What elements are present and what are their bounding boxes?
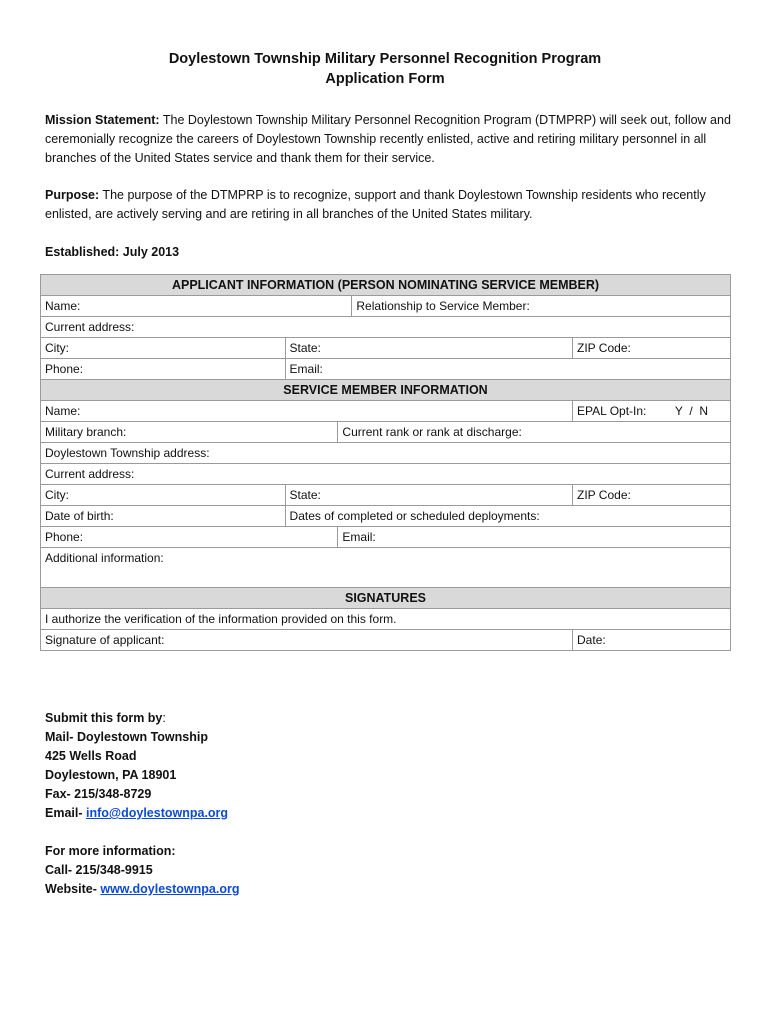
- member-dob-field[interactable]: Date of birth:: [41, 506, 286, 527]
- epal-optin-field[interactable]: [573, 401, 731, 422]
- member-rank-field[interactable]: Current rank or rank at discharge:: [338, 422, 731, 443]
- email-link[interactable]: info@doylestownpa.org: [86, 806, 229, 820]
- city-line: Doylestown, PA 18901: [45, 768, 177, 782]
- applicant-state-field[interactable]: State:: [285, 338, 572, 359]
- purpose-statement: [45, 186, 735, 224]
- additional-info-field[interactable]: Additional information:: [41, 548, 731, 588]
- member-phone-field[interactable]: Phone:: [41, 527, 338, 548]
- applicant-city-field[interactable]: City:: [41, 338, 286, 359]
- purpose-text: The purpose of the DTMPRP is to recognize, support and thank Doylestown Township residents who recently enlisted, are actively serving and are retiring in all branches of the United States military.: [45, 188, 706, 221]
- submit-heading: [45, 709, 239, 728]
- member-branch-field[interactable]: Military branch:: [41, 422, 338, 443]
- member-township-address-field[interactable]: Doylestown Township address:: [41, 443, 731, 464]
- member-current-address-field[interactable]: Current address:: [41, 464, 731, 485]
- member-email-field[interactable]: Email:: [338, 527, 731, 548]
- mission-statement: [45, 111, 735, 168]
- signature-field[interactable]: Signature of applicant:: [41, 630, 573, 651]
- member-state-field[interactable]: State:: [285, 485, 572, 506]
- authorization-statement: I authorize the verification of the information provided on this form.: [41, 609, 731, 630]
- applicant-section-header: APPLICANT INFORMATION (PERSON NOMINATING SERVICE MEMBER): [41, 275, 731, 296]
- submit-heading-colon: :: [162, 711, 166, 725]
- applicant-zip-field[interactable]: ZIP Code:: [573, 338, 731, 359]
- application-form-table: [40, 274, 731, 651]
- established-date: Established: July 2013: [45, 245, 180, 259]
- street-line: 425 Wells Road: [45, 749, 137, 763]
- applicant-email-field[interactable]: Email:: [285, 359, 730, 380]
- signature-date-field[interactable]: Date:: [573, 630, 731, 651]
- epal-options[interactable]: Y / N: [674, 404, 708, 418]
- applicant-phone-field[interactable]: Phone:: [41, 359, 286, 380]
- applicant-name-field[interactable]: Name:: [41, 296, 352, 317]
- call-line: Call- 215/348-9915: [45, 863, 153, 877]
- epal-label: EPAL Opt-In:: [577, 404, 647, 418]
- applicant-address-field[interactable]: Current address:: [41, 317, 731, 338]
- mail-line: Mail- Doylestown Township: [45, 730, 208, 744]
- signatures-section-header: SIGNATURES: [41, 588, 731, 609]
- website-line: [45, 880, 239, 899]
- member-deployments-field[interactable]: Dates of completed or scheduled deployments:: [285, 506, 730, 527]
- email-line: [45, 804, 239, 823]
- contact-info: [45, 709, 239, 899]
- mission-label: Mission Statement:: [45, 113, 160, 127]
- purpose-label: Purpose:: [45, 188, 100, 202]
- service-member-section-header: SERVICE MEMBER INFORMATION: [41, 380, 731, 401]
- website-label: Website-: [45, 882, 101, 896]
- page-subtitle: Application Form: [325, 71, 445, 87]
- member-city-field[interactable]: City:: [41, 485, 286, 506]
- page-title: Doylestown Township Military Personnel Recognition Program: [168, 51, 602, 67]
- member-zip-field[interactable]: ZIP Code:: [573, 485, 731, 506]
- submit-heading-text: Submit this form by: [45, 711, 163, 725]
- more-info-heading: For more information:: [45, 844, 176, 858]
- email-label: Email-: [45, 806, 86, 820]
- member-name-field[interactable]: Name:: [41, 401, 573, 422]
- website-link[interactable]: www.doylestownpa.org: [100, 882, 240, 896]
- mission-text: The Doylestown Township Military Personnel Recognition Program (DTMPRP) will seek out, follow and ceremonially recognize the careers of Doylestown Township recently enlisted, active and retiring military personnel in all branches of the United States service and thank them for their service.: [45, 113, 731, 165]
- fax-line: Fax- 215/348-8729: [45, 787, 152, 801]
- applicant-relationship-field[interactable]: Relationship to Service Member:: [352, 296, 731, 317]
